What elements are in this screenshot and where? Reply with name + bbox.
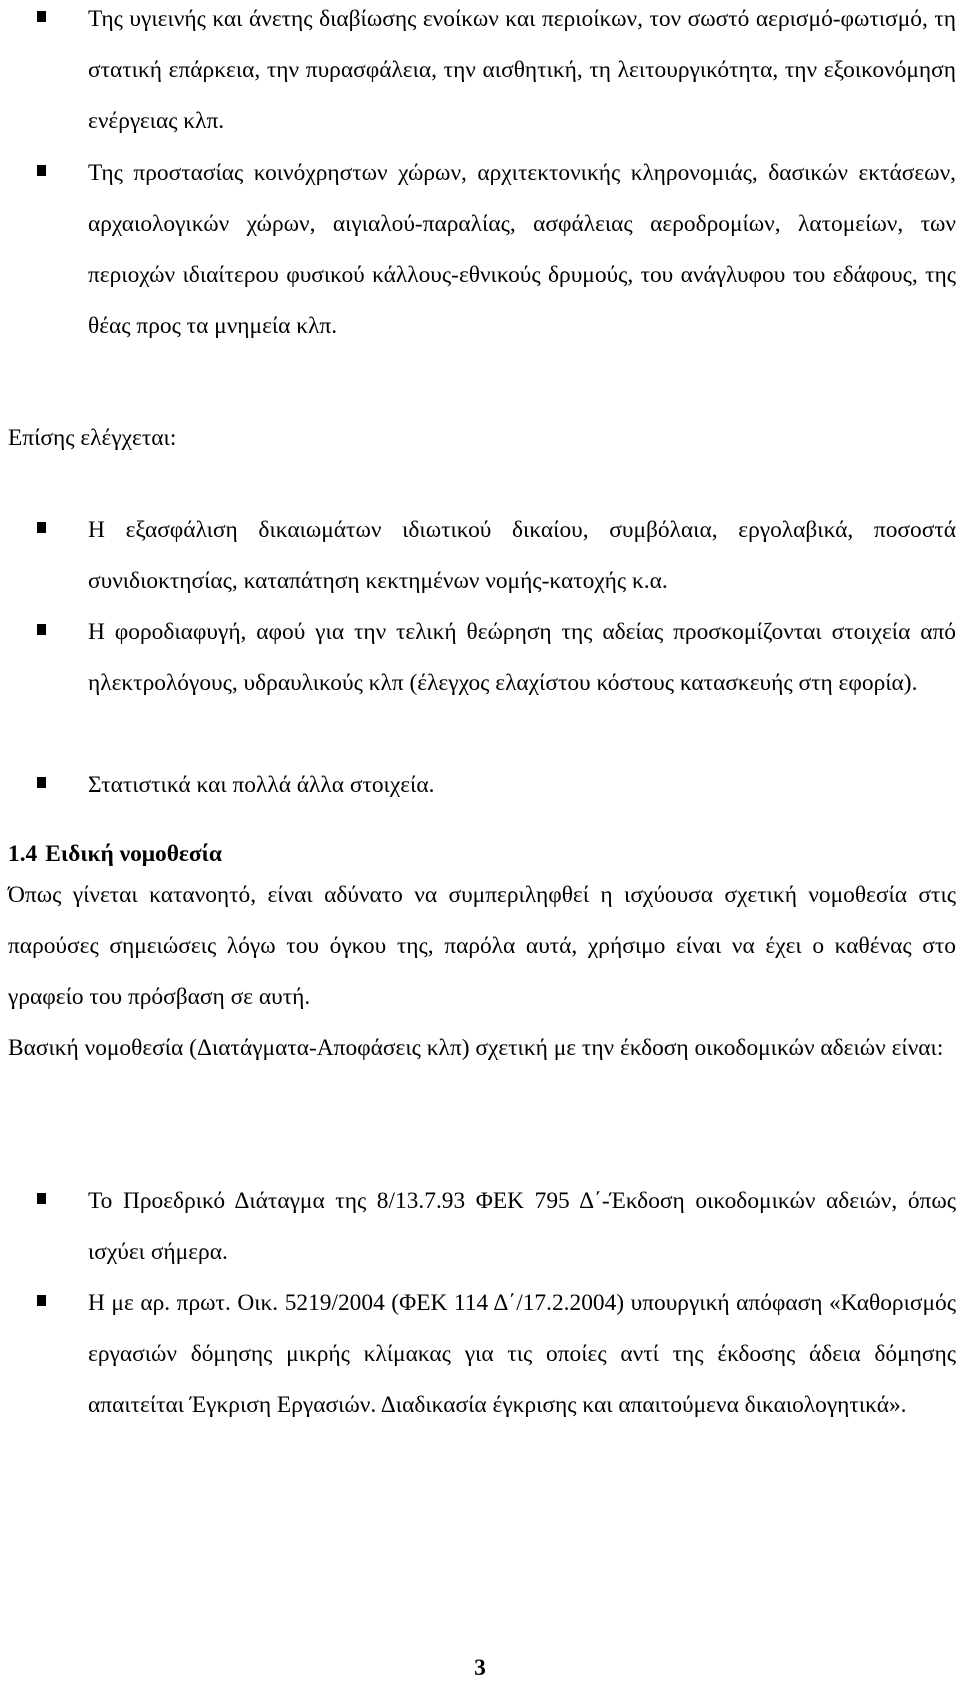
list-item: Η με αρ. πρωτ. Οικ. 5219/2004 (ΦΕΚ 114 Δ΄/17.2.2004) υπουργική απόφαση «Καθορισμός εργασιών δόμησης μικρής κλίμακας για τις οποίες αντί της έκδοσης άδεια δόμησης απαιτείται Έγκριση Εργασιών. Διαδικασία έγκρισης και απαιτούμενα δικαιολογητικά». [88, 1290, 956, 1418]
bullet-square-icon [37, 777, 46, 788]
list-item: Η φοροδιαφυγή, αφού για την τελική θεώρηση της αδείας προσκομίζονται στοιχεία από ηλεκτρολόγους, υδραυλικούς κλπ (έλεγχος ελαχίστου κόστους κατασκευής στη εφορία). [88, 619, 956, 696]
page-number: 3 [474, 1655, 486, 1681]
bullet-square-icon [37, 522, 46, 533]
list-item: Το Προεδρικό Διάταγμα της 8/13.7.93 ΦΕΚ 795 Δ΄-Έκδοση οικοδομικών αδειών, όπως ισχύει σήμερα. [88, 1188, 956, 1265]
list-item: Στατιστικά και πολλά άλλα στοιχεία. [88, 772, 435, 798]
bullet-square-icon [37, 1193, 46, 1204]
bullet-square-icon [37, 1295, 46, 1306]
section-title: Ειδική νομοθεσία [45, 841, 222, 867]
bullet-square-icon [37, 624, 46, 635]
basic-legislation-paragraph: Βασική νομοθεσία (Διατάγματα-Αποφάσεις κλπ) σχετική με την έκδοση οικοδομικών αδειών είναι: [8, 1035, 944, 1061]
intro-paragraph: Όπως γίνεται κατανοητό, είναι αδύνατο να συμπεριληφθεί η ισχύουσα σχετική νομοθεσία στις παρούσες σημειώσεις λόγω του όγκου της, παρόλα αυτά, χρήσιμο είναι να έχει ο καθένας στο γραφείο του πρόσβαση σε αυτή. [8, 882, 956, 1010]
list-item: Η εξασφάλιση δικαιωμάτων ιδιωτικού δικαίου, συμβόλαια, εργολαβικά, ποσοστά συνιδιοκτησίας, καταπάτηση κεκτημένων νομής-κατοχής κ.α. [88, 517, 956, 594]
list-item: Της προστασίας κοινόχρηστων χώρων, αρχιτεκτονικής κληρονομιάς, δασικών εκτάσεων, αρχαιολογικών χώρων, αιγιαλού-παραλίας, ασφάλειας αεροδρομίων, λατομείων, των περιοχών ιδιαίτερου φυσικού κάλλους-εθνικούς δρυμούς, του ανάγλυφου του εδάφους, της θέας προς τα μνημεία κλπ. [88, 160, 956, 339]
bullet-square-icon [37, 11, 46, 22]
section-number: 1.4 [8, 841, 38, 867]
bullet-square-icon [37, 165, 46, 176]
also-checked-label: Επίσης ελέγχεται: [8, 425, 177, 451]
list-item: Της υγιεινής και άνετης διαβίωσης ενοίκων και περιοίκων, τον σωστό αερισμό-φωτισμό, τη στατική επάρκεια, την πυρασφάλεια, την αισθητική, τη λειτουργικότητα, την εξοικονόμηση ενέργειας κλπ. [88, 6, 956, 134]
